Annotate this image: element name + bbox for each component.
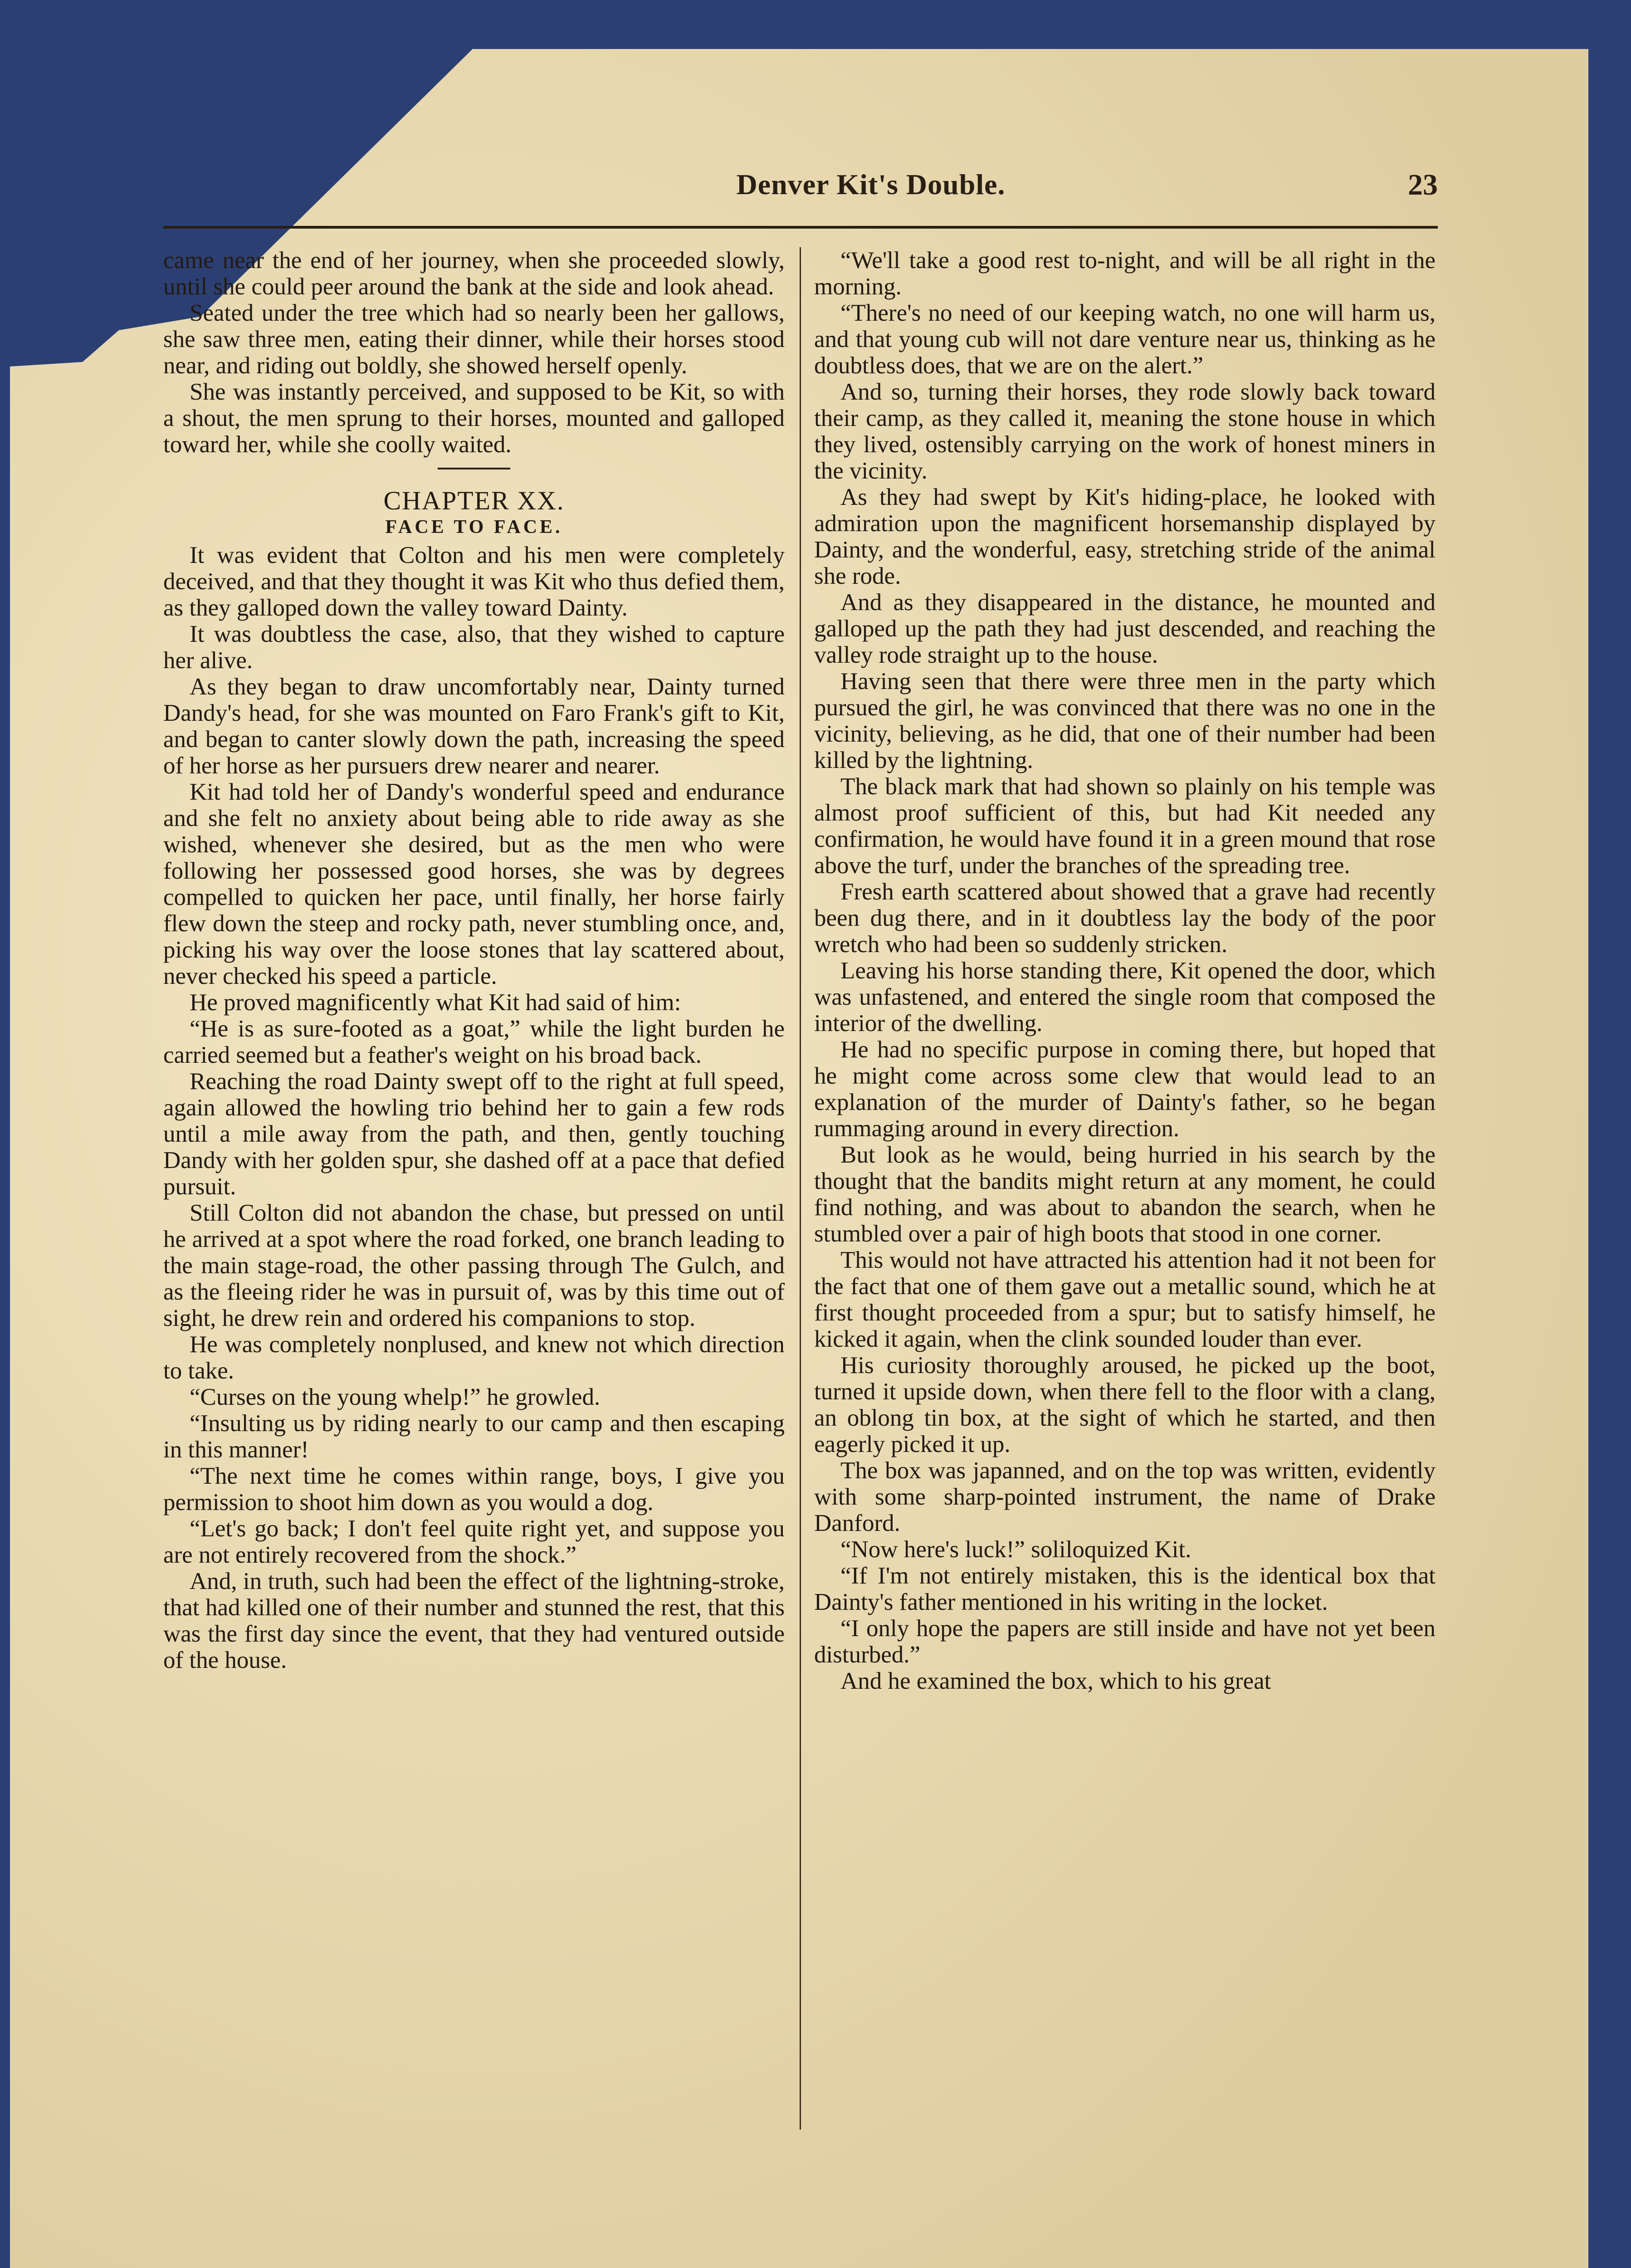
paragraph: And, in truth, such had been the effect of the lightning-stroke, that had killed one of their number and stunned the rest, that this was the first day since the event, that they had ventured outside of the house. bbox=[163, 1568, 785, 1673]
page-number: 23 bbox=[1408, 168, 1438, 201]
paragraph: “Insulting us by riding nearly to our camp and then escaping in this manner! bbox=[163, 1410, 785, 1463]
paragraph: And so, turning their horses, they rode slowly back toward their camp, as they called it, meaning the stone house in which they lived, ostensibly carrying on the work of honest miners in the vicinity. bbox=[814, 379, 1436, 484]
paragraph: “If I'm not entirely mistaken, this is the identical box that Dainty's father mentioned in his writing in the locket. bbox=[814, 1563, 1436, 1615]
paragraph: But look as he would, being hurried in his search by the thought that the bandits might return at any moment, he could find nothing, and was about to abandon the search, when he stumbled over a pair of high boots that stood in one corner. bbox=[814, 1142, 1436, 1247]
paragraph: Reaching the road Dainty swept off to the right at full speed, again allowed the howling trio behind her to gain a few rods until a mile away from the path, and then, gently touching Dandy with her golden spur, she dashed off at a pace that defied pursuit. bbox=[163, 1068, 785, 1200]
column-divider bbox=[800, 247, 801, 2130]
paragraph: Leaving his horse standing there, Kit opened the door, which was unfastened, and entered the single room that composed the interior of the dwelling. bbox=[814, 958, 1436, 1036]
paragraph: He was completely nonplused, and knew not which direction to take. bbox=[163, 1331, 785, 1384]
chapter-subtitle: FACE TO FACE. bbox=[385, 517, 563, 538]
right-text-column bbox=[814, 247, 1436, 2211]
paragraph: “Curses on the young whelp!” he growled. bbox=[190, 1384, 601, 1410]
paragraph: Fresh earth scattered about showed that a grave had recently been dug there, and in it doubtless lay the body of the poor wretch who had been so suddenly stricken. bbox=[814, 879, 1436, 958]
paragraph: As they had swept by Kit's hiding-place, he looked with admiration upon the magnificent horsemanship displayed by Dainty, and the wonderful, easy, stretching stride of the animal she rode. bbox=[814, 484, 1436, 589]
paragraph: The box was japanned, and on the top was written, evidently with some sharp-pointed instrument, the name of Drake Danford. bbox=[814, 1457, 1436, 1536]
paragraph: And he examined the box, which to his great bbox=[840, 1668, 1271, 1694]
paragraph: “The next time he comes within range, boys, I give you permission to shoot him down as you would a dog. bbox=[163, 1463, 785, 1515]
paragraph: “There's no need of our keeping watch, no one will harm us, and that young cub will not dare venture near us, thinking as he doubtless does, that we are on the alert.” bbox=[814, 300, 1436, 379]
running-header bbox=[163, 168, 1438, 218]
paragraph: And as they disappeared in the distance, he mounted and galloped up the path they had just descended, and reaching the valley rode straight up to the house. bbox=[814, 589, 1436, 668]
paragraph: His curiosity thoroughly aroused, he picked up the boot, turned it upside down, when there fell to the floor with a clang, an oblong tin box, at the sight of which he started, and then eagerly picked it up. bbox=[814, 1352, 1436, 1457]
paragraph: He had no specific purpose in coming there, but hoped that he might come across some clew that would lead to an explanation of the murder of Dainty's father, so he began rummaging around in every direction. bbox=[814, 1036, 1436, 1142]
paragraph: It was evident that Colton and his men were completely deceived, and that they thought it was Kit who thus defied them, as they galloped down the valley toward Dainty. bbox=[163, 542, 785, 621]
paragraph: As they began to draw uncomfortably near, Dainty turned Dandy's head, for she was mounted on Faro Frank's gift to Kit, and began to canter slowly down the path, increasing the speed of her horse as her pursuers drew nearer and nearer. bbox=[163, 674, 785, 779]
header-rule bbox=[163, 226, 1438, 229]
paragraph: This would not have attracted his attention had it not been for the fact that one of them gave out a metallic sound, which he at first thought proceeded from a spur; but to satisfy himself, he kicked it again, when the clink sounded louder than ever. bbox=[814, 1247, 1436, 1352]
paragraph: Having seen that there were three men in the party which pursued the girl, he was convinced that there was no one in the vicinity, believing, as he did, that one of their number had been killed by the lightning. bbox=[814, 668, 1436, 773]
paragraph: He proved magnificently what Kit had said of him: bbox=[190, 989, 681, 1016]
chapter-title: CHAPTER XX. bbox=[383, 486, 565, 515]
running-title: Denver Kit's Double. bbox=[736, 168, 1006, 200]
paragraph: Kit had told her of Dandy's wonderful speed and endurance and she felt no anxiety about being able to ride away as she wished, whenever she desired, but as the men who were following her possessed good horses, she was by degrees compelled to quicken her pace, until finally, her horse fairly flew down the steep and rocky path, never stumbling once, and, picking his way over the loose stones that lay scattered about, never checked his speed a particle. bbox=[163, 779, 785, 989]
section-divider bbox=[438, 468, 510, 469]
paragraph: It was doubtless the case, also, that they wished to capture her alive. bbox=[163, 621, 785, 674]
left-text-column bbox=[163, 247, 785, 2211]
paragraph: “I only hope the papers are still inside and have not yet been disturbed.” bbox=[814, 1615, 1436, 1668]
paragraph: came near the end of her journey, when she proceeded slowly, until she could peer around the bank at the side and look ahead. bbox=[163, 247, 785, 300]
paragraph: “He is as sure-footed as a goat,” while the light burden he carried seemed but a feather's weight on his broad back. bbox=[163, 1016, 785, 1068]
paragraph: “We'll take a good rest to-night, and will be all right in the morning. bbox=[814, 247, 1436, 300]
paragraph: The black mark that had shown so plainly on his temple was almost proof sufficient of this, but had Kit needed any confirmation, he would have found it in a green mound that rose above the turf, under the branches of the spreading tree. bbox=[814, 773, 1436, 879]
paragraph: Still Colton did not abandon the chase, but pressed on until he arrived at a spot where the road forked, one branch leading to the main stage-road, the other passing through The Gulch, and as the fleeing rider he was in pursuit of, was by this time out of sight, he drew rein and ordered his companions to stop. bbox=[163, 1200, 785, 1331]
paragraph: “Now here's luck!” soliloquized Kit. bbox=[840, 1536, 1192, 1563]
paragraph: Seated under the tree which had so nearly been her gallows, she saw three men, eating their dinner, while their horses stood near, and riding out boldly, she showed herself openly. bbox=[163, 300, 785, 379]
paragraph: “Let's go back; I don't feel quite right yet, and suppose you are not entirely recovered from the shock.” bbox=[163, 1515, 785, 1568]
paragraph: She was instantly perceived, and supposed to be Kit, so with a shout, the men sprung to their horses, mounted and galloped toward her, while she coolly waited. bbox=[163, 379, 785, 458]
